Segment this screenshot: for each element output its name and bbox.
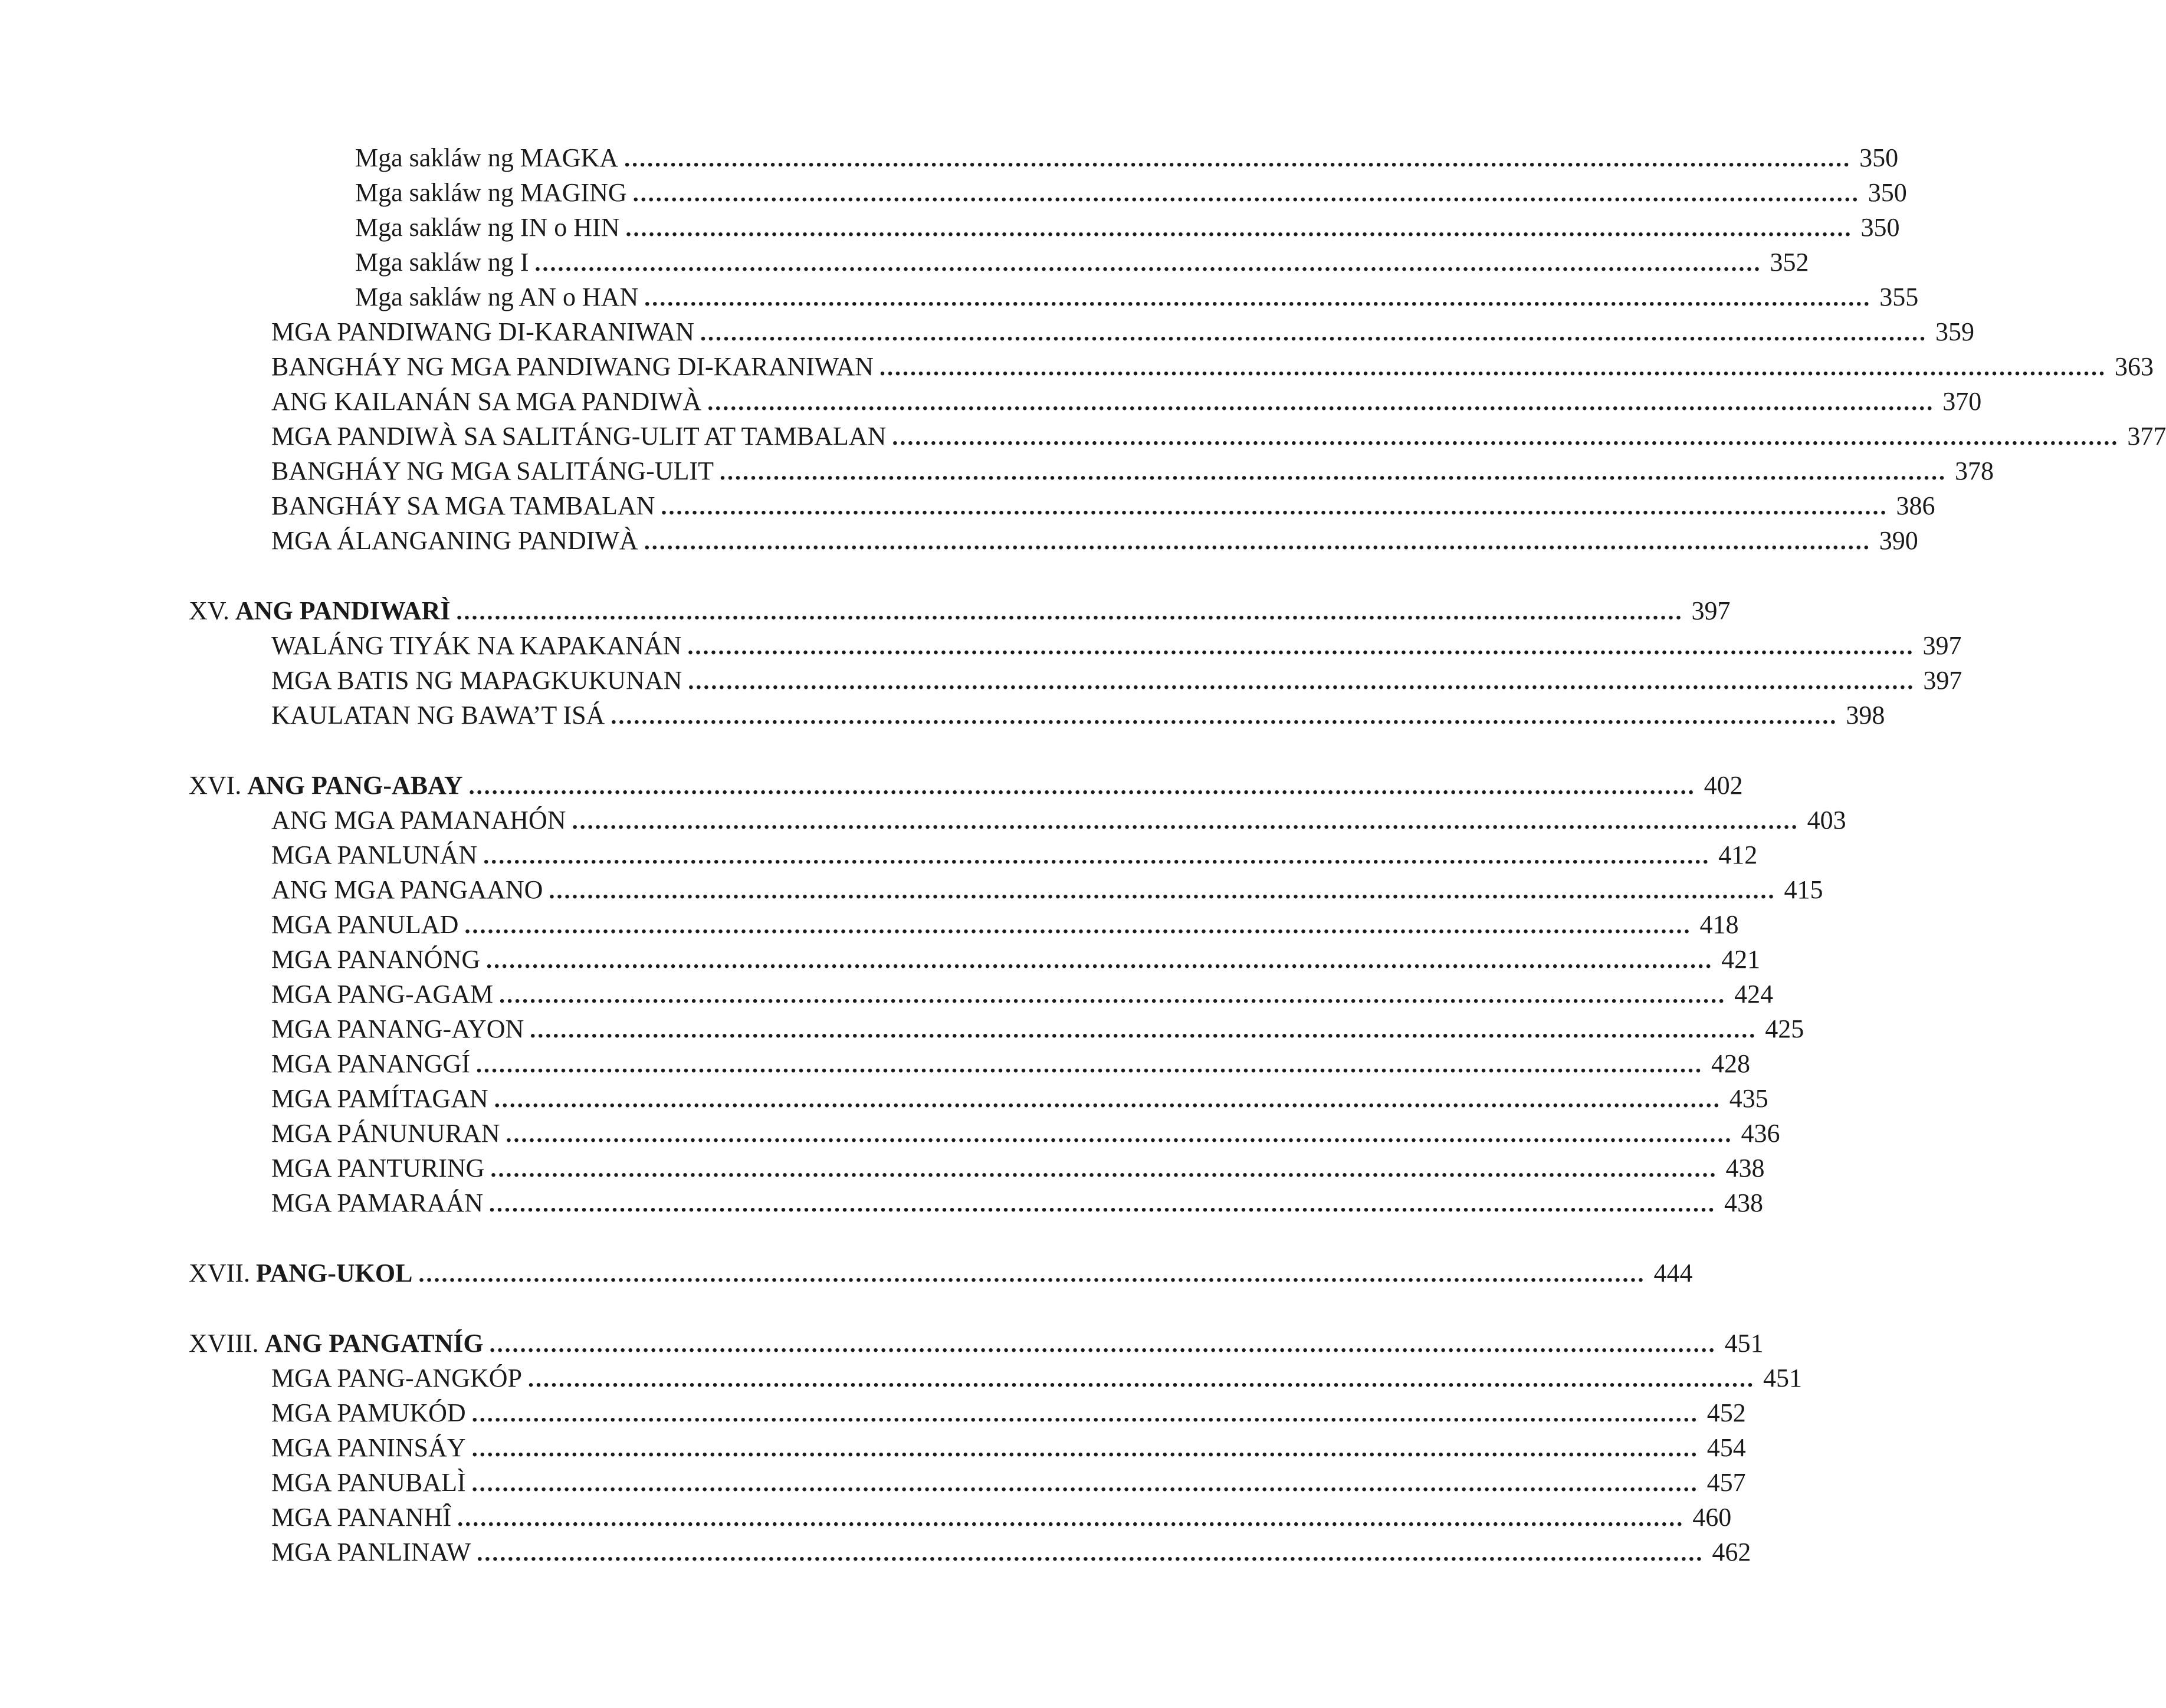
page-number: 451 (1763, 1364, 1803, 1392)
entry-title: BANGHÁY NG MGA PANDIWANG DI-KARANIWAN (271, 352, 874, 381)
page-number: 421 (1721, 945, 1761, 974)
dot-leader: ................................................................................................................................................................ (625, 215, 1853, 241)
page-number: 428 (1711, 1049, 1750, 1078)
entry-title: Mga sakláw ng I (355, 248, 529, 277)
page-number: 398 (1846, 701, 1885, 730)
toc-chapter-entry (189, 1327, 1764, 1360)
toc-entry (271, 1187, 1764, 1220)
page-number: 390 (1879, 526, 1918, 555)
toc-entry (355, 281, 1919, 314)
toc-entry (271, 316, 1975, 349)
page-number: 403 (1807, 806, 1846, 835)
dot-leader: ................................................................................................................................................................ (464, 912, 1692, 938)
dot-leader: ................................................................................................................................................................ (489, 1331, 1717, 1357)
toc-entry (271, 804, 1846, 837)
dot-leader: ................................................................................................................................................................ (499, 981, 1727, 1008)
toc-entry (355, 176, 1907, 209)
toc-entry (271, 943, 1761, 976)
entry-title: Mga sakláw ng AN o HAN (355, 283, 639, 311)
page-number: 418 (1699, 910, 1739, 939)
entry-title: MGA PANLUNÁN (271, 840, 478, 869)
toc-entry (271, 385, 1982, 418)
toc-entry (271, 873, 1823, 906)
dot-leader: ................................................................................................................................................................ (700, 319, 1928, 346)
entry-title: MGA PANANG-AYON (271, 1014, 524, 1043)
entry-title: Mga sakláw ng MAGKA (355, 143, 619, 172)
page-number: 412 (1718, 840, 1758, 869)
toc-chapter-entry (189, 1257, 1693, 1290)
page-number: 397 (1922, 631, 1962, 660)
dot-leader: ................................................................................................................................................................ (572, 807, 1799, 834)
toc-entry (271, 1397, 1746, 1430)
page-number: 350 (1860, 213, 1900, 242)
page-number: 402 (1704, 771, 1743, 800)
toc-entry (271, 420, 2166, 453)
page-number: 451 (1724, 1329, 1764, 1358)
entry-title: MGA PANANHÎ (271, 1503, 452, 1532)
entry-title: MGA PAMÍTAGAN (271, 1084, 488, 1113)
toc-entry (271, 455, 1994, 488)
toc-entry (271, 1431, 1746, 1464)
chapter-number: XVIII. (189, 1329, 259, 1358)
page-number: 438 (1724, 1188, 1764, 1217)
toc-entry (271, 629, 1962, 662)
entry-title: Mga sakláw ng IN o HIN (355, 213, 620, 242)
entry-title: MGA PAMARAÁN (271, 1188, 484, 1217)
page-number: 350 (1859, 143, 1899, 172)
toc-entry (271, 664, 1962, 697)
entry-title: MGA PANUBALÌ (271, 1468, 466, 1497)
page-number: 378 (1954, 456, 1994, 485)
chapter-number: XVII. (189, 1259, 250, 1287)
page-number: 415 (1784, 875, 1823, 904)
entry-title: PANG-UKOL (255, 1259, 413, 1287)
page-number: 454 (1706, 1433, 1746, 1462)
entry-title: ANG MGA PANGAANO (271, 875, 543, 904)
entry-title: MGA PANINSÁY (271, 1433, 466, 1462)
dot-leader: ................................................................................................................................................................ (506, 1121, 1733, 1147)
page-number: 424 (1734, 980, 1774, 1009)
entry-title: Mga sakláw ng MAGING (355, 178, 627, 207)
dot-leader: ................................................................................................................................................................ (892, 423, 2119, 450)
dot-leader: ................................................................................................................................................................ (494, 1086, 1721, 1112)
toc-entry (355, 142, 1899, 175)
toc-entry (271, 490, 1935, 523)
toc-entry (271, 699, 1885, 732)
dot-leader: ................................................................................................................................................................ (624, 145, 1852, 172)
page-number: 370 (1942, 387, 1982, 416)
toc-entry (271, 908, 1739, 941)
page-number: 425 (1765, 1014, 1804, 1043)
entry-title: MGA PANANÓNG (271, 945, 481, 974)
entry-title: MGA PAMUKÓD (271, 1398, 466, 1427)
dot-leader: ................................................................................................................................................................ (719, 458, 1947, 485)
page-number: 352 (1770, 248, 1809, 277)
dot-leader: ................................................................................................................................................................ (456, 598, 1683, 625)
toc-chapter-entry (189, 594, 1731, 628)
page-number: 436 (1741, 1119, 1780, 1148)
entry-title: MGA PANULAD (271, 910, 459, 939)
entry-title: WALÁNG TIYÁK NA KAPAKANÁN (271, 631, 682, 660)
entry-title: KAULATAN NG BAWA’T ISÁ (271, 701, 605, 730)
dot-leader: ................................................................................................................................................................ (688, 668, 1915, 694)
page-number: 397 (1923, 666, 1962, 695)
dot-leader: ................................................................................................................................................................ (707, 389, 1935, 415)
dot-leader: ................................................................................................................................................................ (549, 877, 1776, 904)
dot-leader: ................................................................................................................................................................ (879, 354, 2106, 380)
dot-leader: ................................................................................................................................................................ (644, 528, 1871, 554)
entry-title: BANGHÁY SA MGA TAMBALAN (271, 491, 655, 520)
page-number: 386 (1896, 491, 1935, 520)
page-number: 444 (1653, 1259, 1693, 1287)
toc-entry (271, 839, 1758, 872)
toc-entry (355, 211, 1900, 244)
toc-chapter-entry (189, 769, 1743, 802)
dot-leader: ................................................................................................................................................................ (471, 1400, 1699, 1427)
entry-title: ANG PANDIWARÌ (235, 596, 451, 625)
page-number: 355 (1879, 283, 1919, 311)
dot-leader: ................................................................................................................................................................ (528, 1365, 1755, 1392)
chapter-number: XVI. (189, 771, 242, 800)
entry-title: BANGHÁY NG MGA SALITÁNG-ULIT (271, 456, 714, 485)
toc-entry (271, 1117, 1780, 1150)
dot-leader: ................................................................................................................................................................ (644, 284, 1872, 311)
dot-leader: ................................................................................................................................................................ (490, 1155, 1718, 1182)
page-number: 460 (1692, 1503, 1732, 1532)
entry-title: ANG PANG-ABAY (247, 771, 463, 800)
page-number: 397 (1691, 596, 1731, 625)
toc-entry (271, 1362, 1803, 1395)
entry-title: MGA PANG-AGAM (271, 980, 494, 1009)
dot-leader: ................................................................................................................................................................ (486, 947, 1714, 973)
dot-leader: ................................................................................................................................................................ (483, 842, 1711, 869)
entry-title: ANG KAILANÁN SA MGA PANDIWÀ (271, 387, 702, 416)
page-number: 363 (2114, 352, 2154, 381)
toc-entry (271, 1152, 1765, 1185)
page-number: 457 (1706, 1468, 1746, 1497)
entry-title: MGA PANTURING (271, 1154, 485, 1183)
toc-entry (271, 524, 1918, 557)
toc-entry (271, 1013, 1804, 1046)
entry-title: MGA PANDIWÀ SA SALITÁNG-ULIT AT TAMBALAN (271, 422, 887, 451)
page-number: 452 (1706, 1398, 1746, 1427)
page-number: 377 (2127, 422, 2166, 451)
page-number: 435 (1729, 1084, 1768, 1113)
entry-title: MGA PANANGGÍ (271, 1049, 470, 1078)
toc-entry (271, 1501, 1732, 1534)
toc-entry (271, 1466, 1746, 1499)
toc-entry (271, 1082, 1768, 1115)
dot-leader: ................................................................................................................................................................ (477, 1539, 1704, 1566)
toc-entry (271, 1047, 1750, 1080)
page-number: 350 (1868, 178, 1907, 207)
chapter-number: XV. (189, 596, 229, 625)
dot-leader: ................................................................................................................................................................ (611, 702, 1838, 729)
dot-leader: ................................................................................................................................................................ (471, 1435, 1699, 1461)
dot-leader: ................................................................................................................................................................ (471, 1470, 1699, 1496)
entry-title: MGA PANDIWANG DI-KARANIWAN (271, 317, 695, 346)
dot-leader: ................................................................................................................................................................ (632, 180, 1860, 206)
dot-leader: ................................................................................................................................................................ (468, 773, 1696, 799)
dot-leader: ................................................................................................................................................................ (418, 1260, 1646, 1287)
toc-entry (355, 246, 1809, 279)
toc-entry (271, 1536, 1751, 1569)
entry-title: MGA PANLINAW (271, 1538, 471, 1566)
entry-title: ANG PANGATNÍG (264, 1329, 484, 1358)
toc-entry (271, 350, 2154, 383)
toc-entry (271, 978, 1774, 1011)
dot-leader: ................................................................................................................................................................ (530, 1016, 1757, 1043)
entry-title: MGA BATIS NG MAPAGKUKUNAN (271, 666, 682, 695)
entry-title: MGA PÁNUNURAN (271, 1119, 500, 1148)
entry-title: MGA ÁLANGANING PANDIWÀ (271, 526, 638, 555)
entry-title: MGA PANG-ANGKÓP (271, 1364, 523, 1392)
dot-leader: ................................................................................................................................................................ (534, 249, 1762, 276)
dot-leader: ................................................................................................................................................................ (489, 1190, 1717, 1217)
dot-leader: ................................................................................................................................................................ (661, 493, 1888, 520)
dot-leader: ................................................................................................................................................................ (457, 1505, 1685, 1531)
page-number: 359 (1935, 317, 1975, 346)
dot-leader: ................................................................................................................................................................ (475, 1051, 1703, 1078)
entry-title: ANG MGA PAMANAHÓN (271, 806, 566, 835)
page-number: 438 (1725, 1154, 1765, 1183)
page-number: 462 (1712, 1538, 1751, 1566)
dot-leader: ................................................................................................................................................................ (687, 633, 1915, 659)
